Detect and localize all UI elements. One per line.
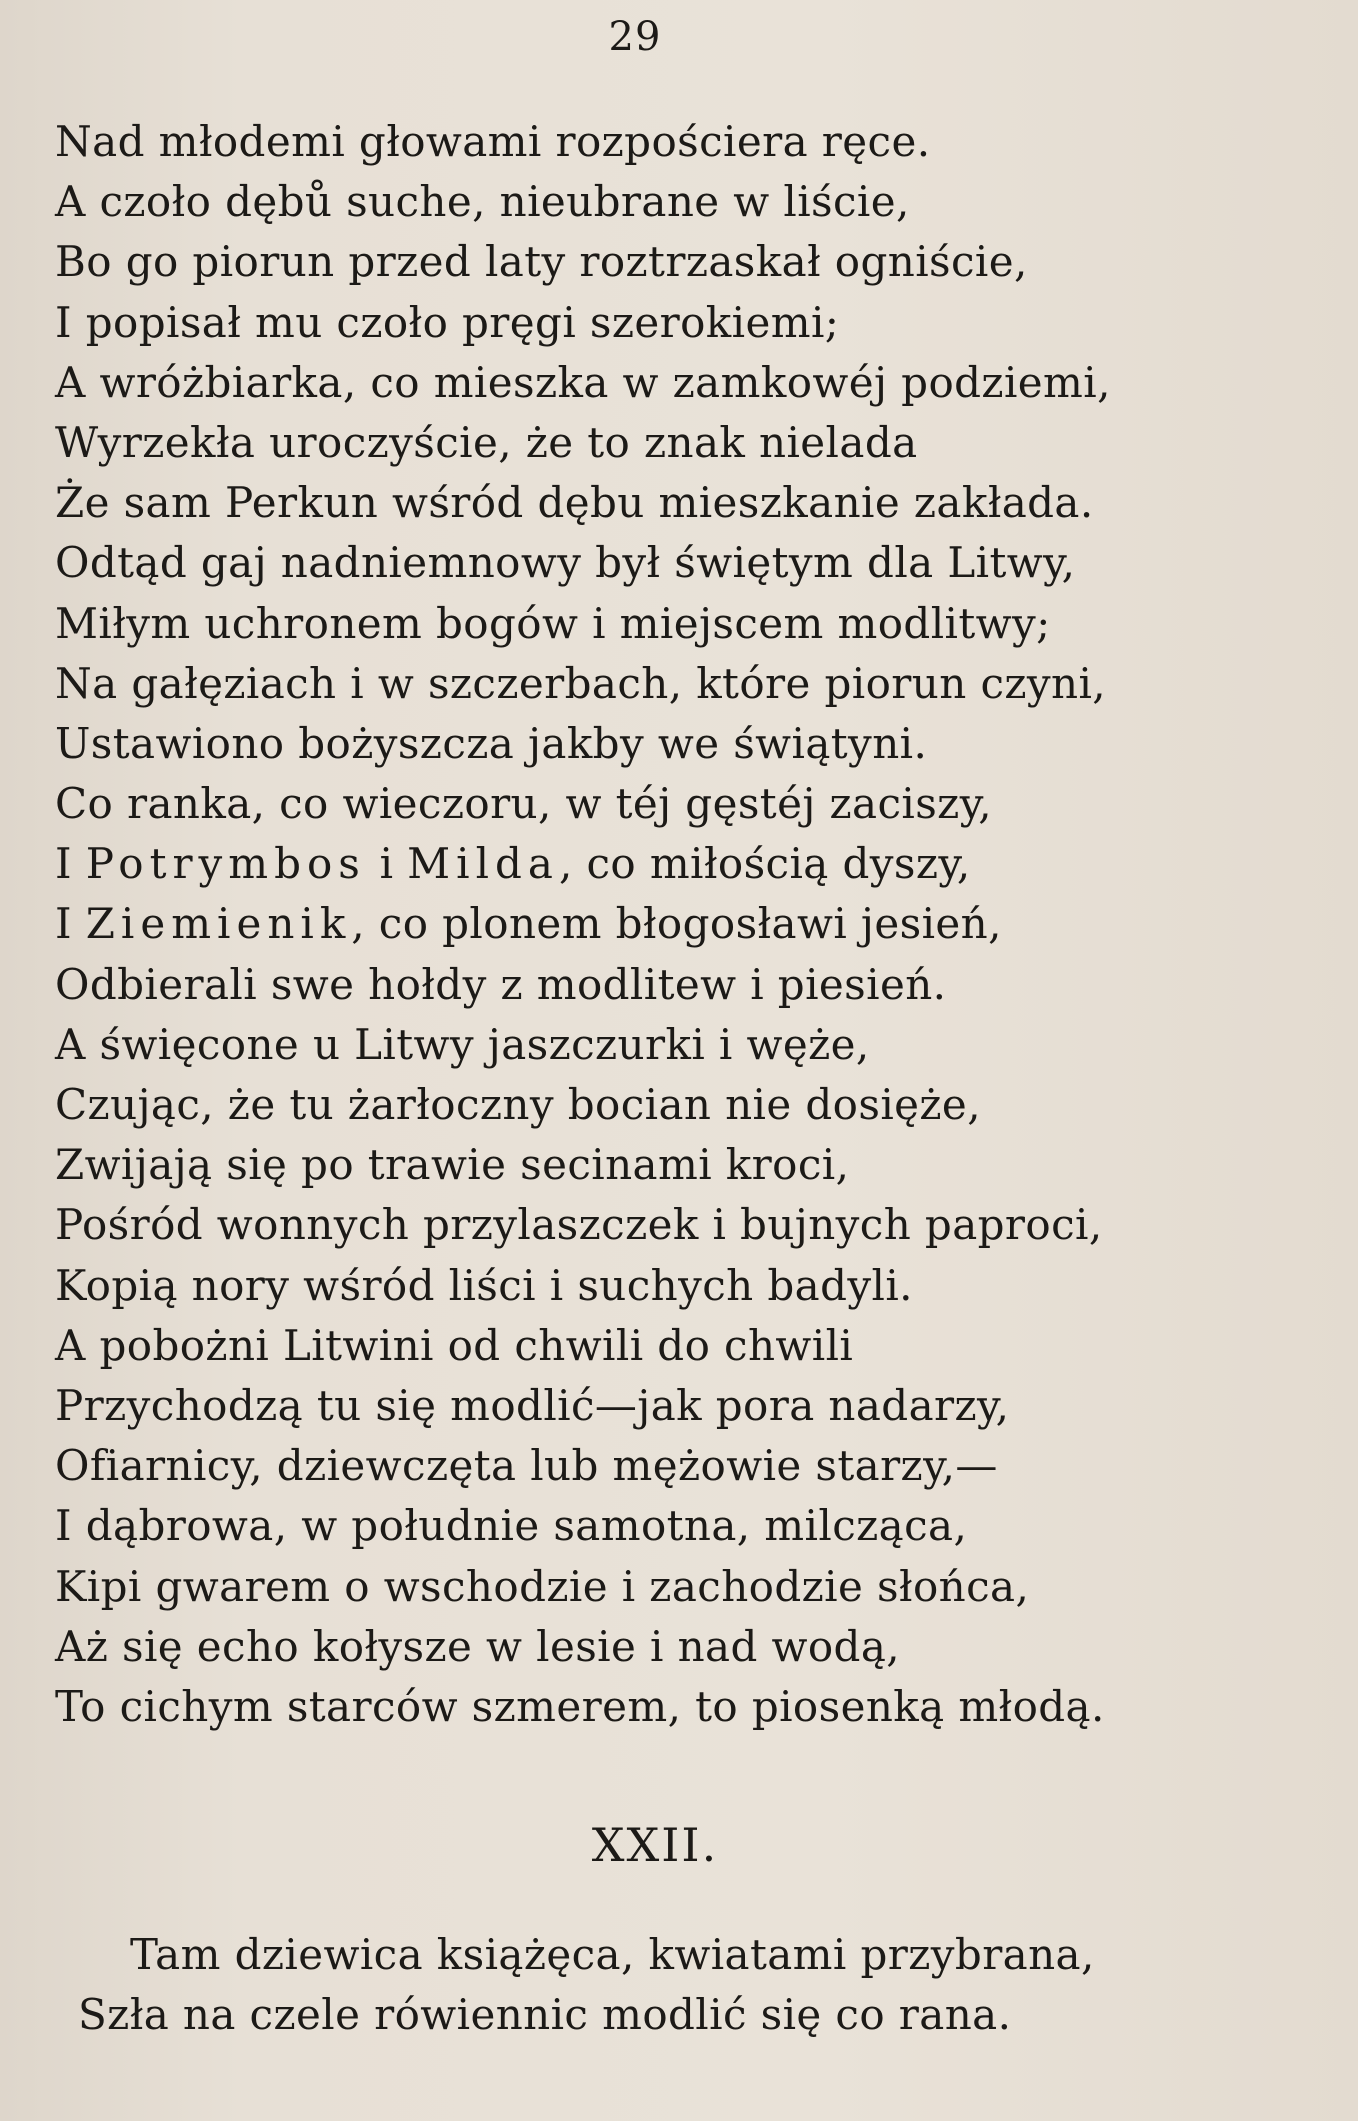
verse-line: Ustawiono bożyszcza jakby we świątyni.	[55, 718, 928, 768]
verse-line: A wróżbiarka, co mieszka w zamkowéj podziemi,	[55, 357, 1111, 407]
verse-line-names	[55, 894, 1275, 954]
verse-line: Że sam Perkun wśród dębu mieszkanie zakłada.	[55, 478, 1094, 528]
verse-line: Co ranka, co wieczoru, w téj gęstéj zaciszy,	[55, 779, 993, 829]
verse-line: Wyrzekła uroczyście, że to znak nielada	[55, 417, 918, 467]
verse-line: Kipi gwarem o wschodzie i zachodzie słońca,	[55, 1561, 1030, 1611]
verse-line: Odbierali swe hołdy z modlitew i piesień.	[55, 959, 947, 1009]
verse-block	[55, 112, 1275, 1737]
verse-line: Na gałęziach i w szczerbach, które piorun czyni,	[55, 658, 1107, 708]
page-number: 29	[608, 14, 662, 60]
verse-line: Odtąd gaj nadniemnowy był świętym dla Litwy,	[55, 538, 1076, 588]
verse-line: Czując, że tu żarłoczny bocian nie dosięże,	[55, 1080, 981, 1129]
verse-line: A czoło dębů suche, nieubrane w liście,	[55, 177, 910, 227]
line-prefix: I	[55, 899, 86, 949]
verse-line: Szła na czele rówiennic modlić się co rana.	[78, 1990, 1012, 2040]
verse-line: Miłym uchronem bogów i miejscem modlitwy;	[55, 598, 1051, 648]
verse-line: Pośród wonnych przylaszczek i bujnych paproci,	[55, 1200, 1103, 1250]
line-prefix: I	[55, 839, 86, 889]
section-heading: XXII.	[591, 1818, 719, 1872]
verse-line: Ofiarnicy, dziewczęta lub mężowie starzy,—	[55, 1441, 998, 1491]
verse-line: Zwijają się po trawie secinami kroci,	[55, 1140, 850, 1190]
deity-name-milda: Milda	[407, 839, 559, 889]
deity-name-ziemienik: Ziemienik	[85, 899, 352, 949]
verse-line: Kopią nory wśród liści i suchych badyli.	[55, 1260, 913, 1310]
deity-name-potrymbos: Potrymbos	[85, 839, 366, 889]
verse-line: A pobożni Litwini od chwili do chwili	[55, 1320, 854, 1370]
verse-line: I dąbrowa, w południe samotna, milcząca,	[55, 1501, 968, 1551]
verse-line: Przychodzą tu się modlić—jak pora nadarzy,	[55, 1380, 1010, 1430]
verse-line: Aż się echo kołysze w lesie i nad wodą,	[55, 1621, 901, 1671]
line-mid: i	[365, 839, 408, 889]
verse-line: To cichym starców szmerem, to piosenką młodą.	[55, 1681, 1105, 1731]
verse-line: I popisał mu czoło pręgi szerokiemi;	[55, 297, 840, 347]
line-suffix: , co plonem błogosławi jesień,	[351, 899, 1002, 949]
section-verse-block	[78, 1925, 1298, 2045]
verse-line-names	[55, 834, 1275, 894]
verse-line: Tam dziewica książęca, kwiatami przybrana,	[130, 1930, 1095, 1979]
verse-line: Nad młodemi głowami rozpościera ręce.	[55, 117, 931, 166]
line-suffix: , co miłością dyszy,	[558, 839, 971, 889]
verse-line: Bo go piorun przed laty roztrzaskał ogniście,	[55, 237, 1028, 287]
verse-line: A święcone u Litwy jaszczurki i węże,	[55, 1019, 870, 1069]
